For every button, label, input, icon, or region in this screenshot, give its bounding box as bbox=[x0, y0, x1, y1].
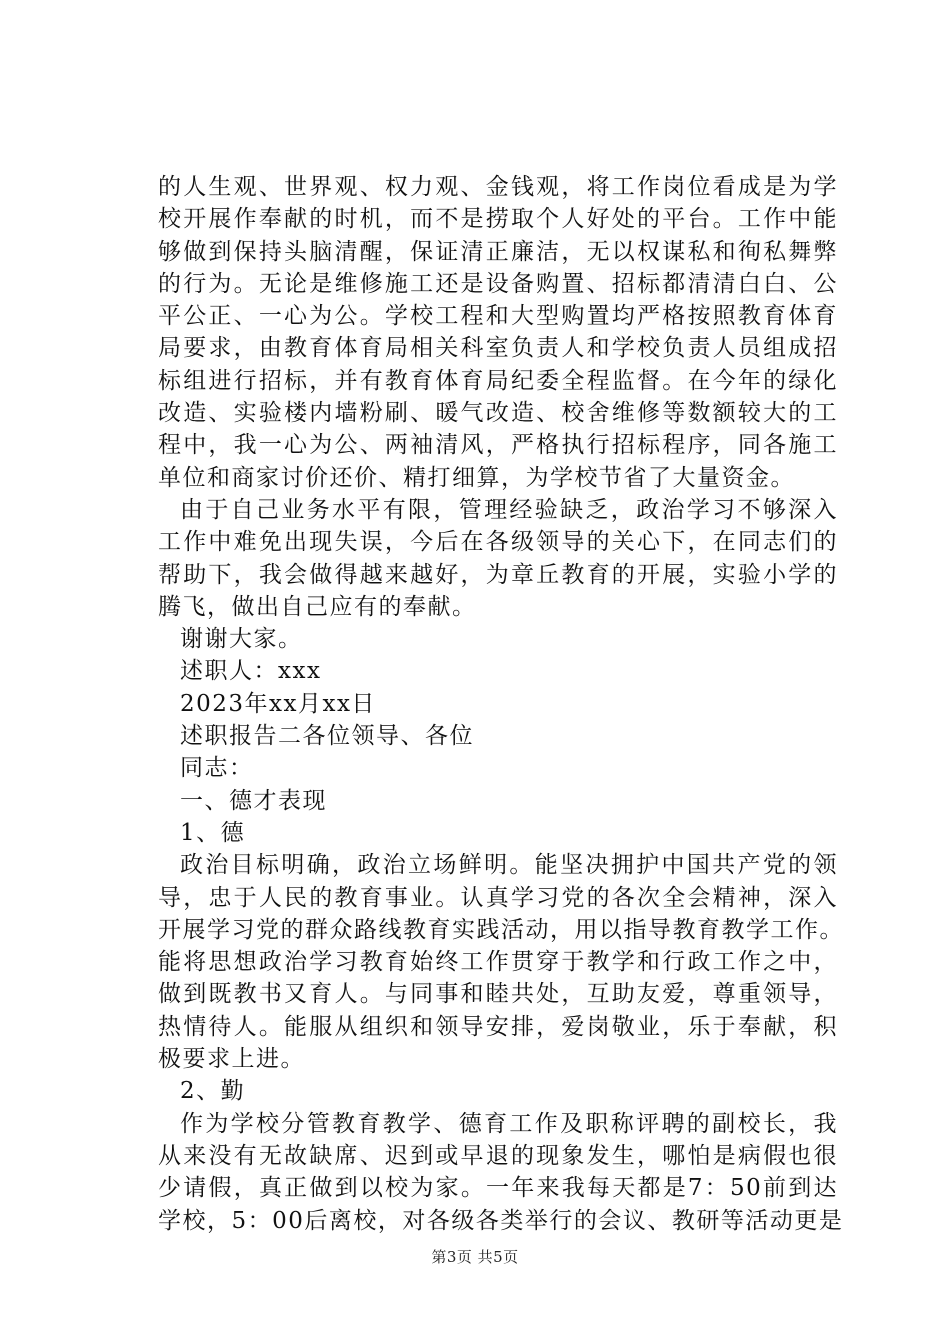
text-line: 开展学习党的群众路线教育实践活动，用以指导教育教学工作。 bbox=[158, 916, 844, 943]
text-line: 由于自己业务水平有限，管理经验缺乏，政治学习不够深入 bbox=[180, 496, 838, 523]
text-line: 帮助下，我会做得越来越好，为章丘教育的开展，实验小学的 bbox=[158, 561, 838, 588]
text-line: 一、德才表现 bbox=[180, 787, 327, 814]
text-line: 少请假，真正做到以校为家。一年来我每天都是7：50前到达 bbox=[158, 1175, 838, 1202]
text-line: 1、德 bbox=[180, 819, 246, 846]
text-line: 2、勤 bbox=[180, 1078, 246, 1105]
text-line: 局要求，由教育体育局相关科室负责人和学校负责人员组成招 bbox=[158, 335, 838, 362]
document-body bbox=[158, 171, 844, 1237]
text-line: 校开展作奉献的时机，而不是捞取个人好处的平台。工作中能 bbox=[158, 206, 838, 233]
text-line: 的人生观、世界观、权力观、金钱观，将工作岗位看成是为学 bbox=[158, 174, 838, 200]
text-line: 平公正、一心为公。学校工程和大型购置均严格按照教育体育 bbox=[158, 303, 838, 330]
text-line: 改造、实验楼内墙粉刷、暖气改造、校舍维修等数额较大的工 bbox=[158, 400, 838, 427]
text-line: 述职人：xxx bbox=[180, 658, 322, 685]
text-line: 2023年xx月xx日 bbox=[180, 690, 376, 717]
text-line: 做到既教书又育人。与同事和睦共处，互助友爱，尊重领导， bbox=[158, 981, 838, 1008]
text-line: 工作中难免出现失误，今后在各级领导的关心下，在同志们的 bbox=[158, 529, 838, 556]
text-line: 作为学校分管教育教学、德育工作及职称评聘的副校长，我 bbox=[180, 1110, 838, 1137]
text-line: 极要求上进。 bbox=[158, 1046, 305, 1073]
text-line: 政治目标明确，政治立场鲜明。能坚决拥护中国共产党的领 bbox=[180, 852, 838, 879]
text-line: 程中，我一心为公、两袖清风，严格执行招标程序，同各施工 bbox=[158, 432, 838, 459]
text-line: 单位和商家讨价还价、精打细算，为学校节省了大量资金。 bbox=[158, 464, 795, 491]
text-line: 述职报告二各位领导、各位 bbox=[180, 723, 474, 750]
text-line: 学校，5：00后离校，对各级各类举行的会议、教研等活动更是 bbox=[158, 1207, 844, 1234]
text-line: 够做到保持头脑清醒，保证清正廉洁，无以权谋私和徇私舞弊 bbox=[158, 238, 838, 265]
text-line: 腾飞，做出自己应有的奉献。 bbox=[158, 593, 477, 620]
text-line: 同志： bbox=[180, 755, 254, 782]
page-footer: 第3页 共5页 bbox=[431, 1248, 519, 1266]
text-line: 热情待人。能服从组织和领导安排，爱岗敬业，乐于奉献，积 bbox=[158, 1013, 838, 1040]
text-line: 标组进行招标，并有教育体育局纪委全程监督。在今年的绿化 bbox=[158, 367, 838, 394]
text-line: 的行为。无论是维修施工还是设备购置、招标都清清白白、公 bbox=[158, 270, 838, 297]
text-line: 能将思想政治学习教育始终工作贯穿于教学和行政工作之中， bbox=[158, 949, 838, 976]
text-line: 从来没有无故缺席、迟到或早退的现象发生，哪怕是病假也很 bbox=[158, 1142, 838, 1169]
text-line: 导，忠于人民的教育事业。认真学习党的各次全会精神，深入 bbox=[158, 884, 838, 911]
text-line: 谢谢大家。 bbox=[180, 626, 303, 653]
